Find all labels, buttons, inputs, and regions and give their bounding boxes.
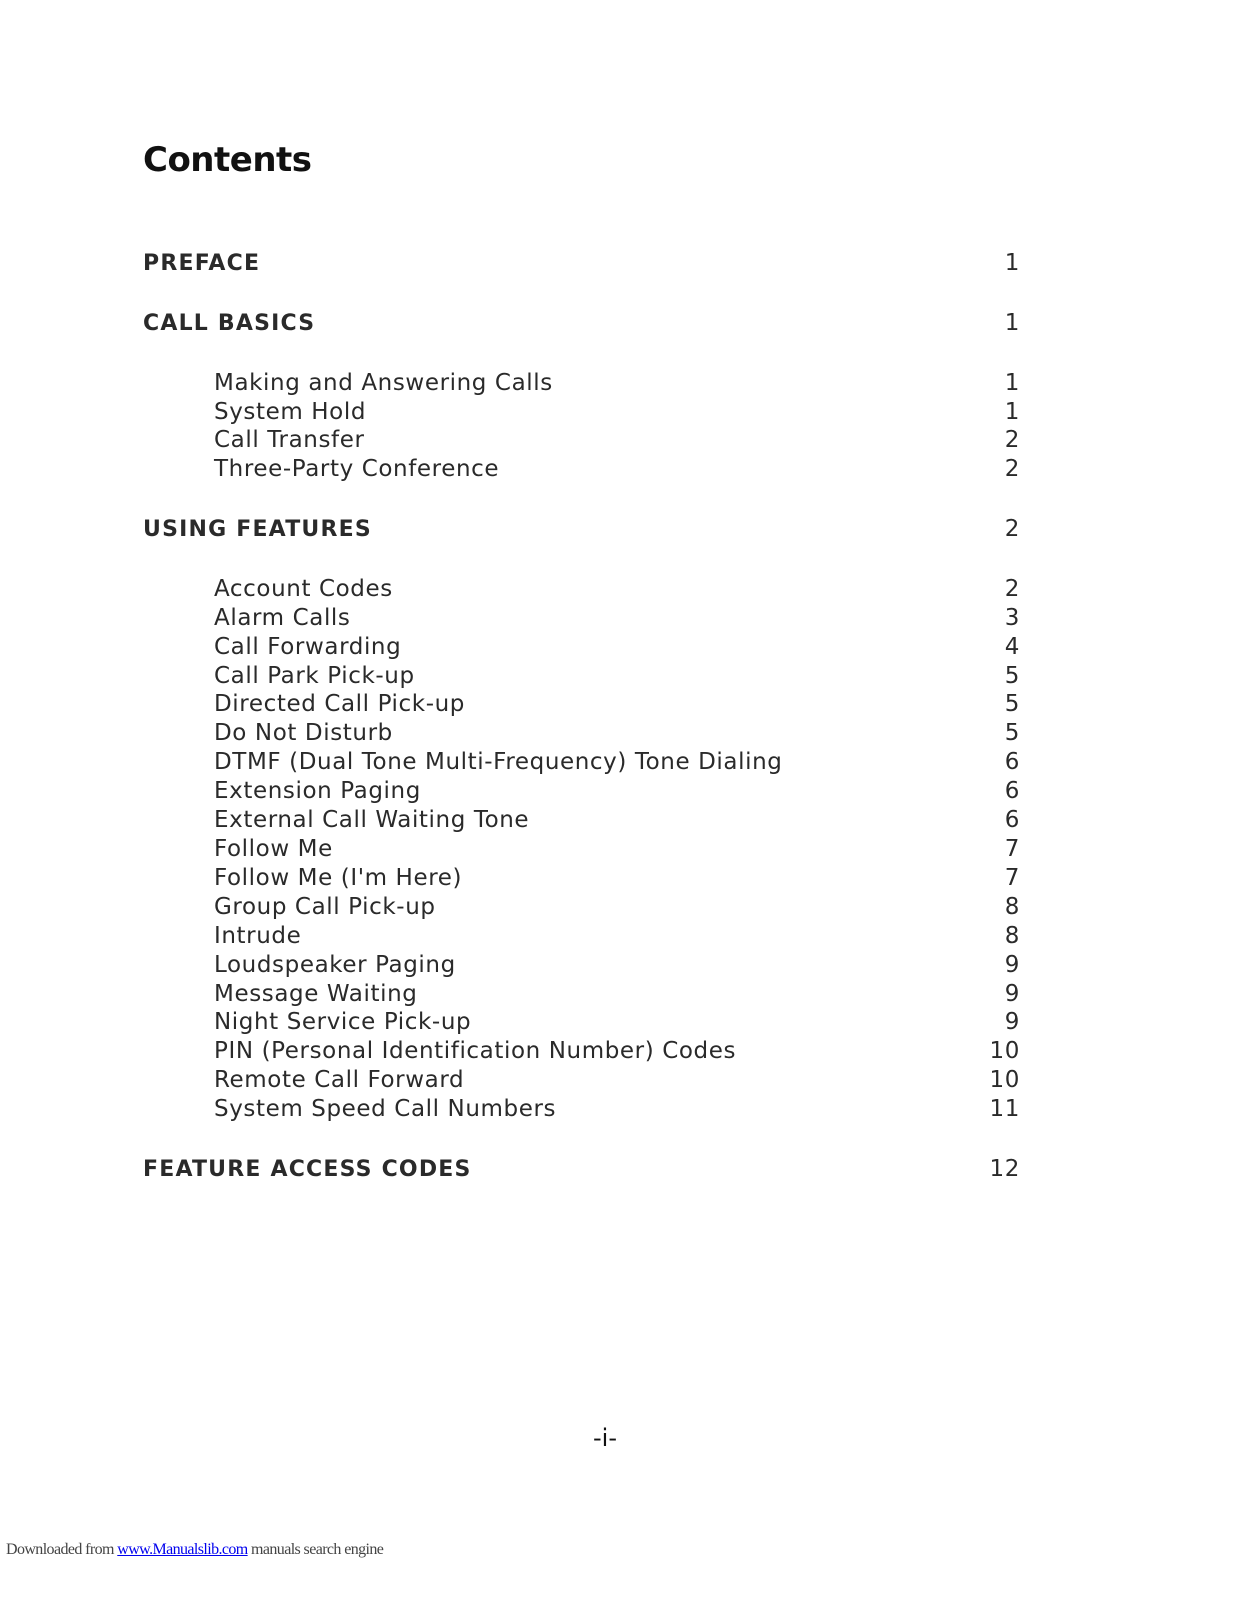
toc-page-number: 10 bbox=[989, 1038, 1020, 1064]
toc-page-number: 11 bbox=[989, 1096, 1020, 1122]
footer-prefix: Downloaded from bbox=[6, 1541, 118, 1558]
toc-entry-label: Remote Call Forward bbox=[214, 1067, 465, 1093]
footer-suffix: manuals search engine bbox=[247, 1541, 384, 1558]
toc-entry-label: Alarm Calls bbox=[214, 605, 351, 631]
toc-entry-label: Follow Me (I'm Here) bbox=[214, 865, 463, 891]
toc-section-label: FEATURE ACCESS CODES bbox=[143, 1156, 472, 1182]
toc-section-using-features[interactable] bbox=[143, 514, 1020, 544]
toc-entry-label: Loudspeaker Paging bbox=[214, 952, 456, 978]
toc-entry[interactable] bbox=[143, 892, 1020, 922]
toc-entry-label: Call Transfer bbox=[214, 427, 365, 453]
toc-entry[interactable] bbox=[143, 425, 1020, 455]
toc-entry-label: External Call Waiting Tone bbox=[214, 807, 530, 833]
toc-entry[interactable] bbox=[143, 1065, 1020, 1095]
toc-entry[interactable] bbox=[143, 863, 1020, 893]
toc-page-number: 5 bbox=[1004, 663, 1020, 689]
toc-entry-label: Making and Answering Calls bbox=[214, 370, 553, 396]
toc-entry[interactable] bbox=[143, 368, 1020, 398]
toc-entry[interactable] bbox=[143, 1007, 1020, 1037]
toc-page-number: 1 bbox=[1004, 250, 1020, 276]
toc-entry[interactable] bbox=[143, 603, 1020, 633]
toc-entry[interactable] bbox=[143, 397, 1020, 427]
toc-entry-label: Extension Paging bbox=[214, 778, 421, 804]
toc-entry-label: Group Call Pick-up bbox=[214, 894, 436, 920]
toc-page-number: 7 bbox=[1004, 836, 1020, 862]
toc-page-number: 1 bbox=[1004, 399, 1020, 425]
toc-page-number: 5 bbox=[1004, 691, 1020, 717]
toc-section-call-basics[interactable] bbox=[143, 308, 1020, 338]
toc-entry-label: Call Park Pick-up bbox=[214, 663, 415, 689]
page-title: Contents bbox=[143, 140, 312, 180]
toc-entry-label: Intrude bbox=[214, 923, 302, 949]
toc-section-label: CALL BASICS bbox=[143, 310, 316, 336]
toc-page-number: 2 bbox=[1004, 576, 1020, 602]
toc-entry-label: Three-Party Conference bbox=[214, 456, 500, 482]
toc-entry[interactable] bbox=[143, 718, 1020, 748]
manualslib-link[interactable]: www.Manualslib.com bbox=[117, 1541, 248, 1558]
toc-page-number: 9 bbox=[1004, 952, 1020, 978]
toc-entry-label: System Speed Call Numbers bbox=[214, 1096, 557, 1122]
toc-entry-label: Directed Call Pick-up bbox=[214, 691, 465, 717]
toc-entry[interactable] bbox=[143, 632, 1020, 662]
toc-page-number: 1 bbox=[1004, 310, 1020, 336]
toc-entry-label: Account Codes bbox=[214, 576, 393, 602]
toc-page-number: 1 bbox=[1004, 370, 1020, 396]
toc-page-number: 6 bbox=[1004, 807, 1020, 833]
toc-page-number: 6 bbox=[1004, 778, 1020, 804]
toc-entry[interactable] bbox=[143, 1036, 1020, 1066]
toc-entry-label: PIN (Personal Identification Number) Codes bbox=[214, 1038, 737, 1064]
toc-page-number: 9 bbox=[1004, 1009, 1020, 1035]
toc-page-number: 5 bbox=[1004, 720, 1020, 746]
toc-page-number: 2 bbox=[1004, 427, 1020, 453]
toc-page-number: 4 bbox=[1004, 634, 1020, 660]
toc-entry[interactable] bbox=[143, 1094, 1020, 1124]
toc-page-number: 2 bbox=[1004, 456, 1020, 482]
toc-page-number: 7 bbox=[1004, 865, 1020, 891]
toc-entry[interactable] bbox=[143, 921, 1020, 951]
toc-page-number: 6 bbox=[1004, 749, 1020, 775]
toc-entry-label: Do Not Disturb bbox=[214, 720, 393, 746]
toc-section-preface[interactable] bbox=[143, 248, 1020, 278]
toc-entry-label: Night Service Pick-up bbox=[214, 1009, 472, 1035]
download-footer bbox=[6, 1541, 383, 1559]
toc-entry[interactable] bbox=[143, 805, 1020, 835]
toc-entry[interactable] bbox=[143, 747, 1020, 777]
toc-page-number: 12 bbox=[989, 1156, 1020, 1182]
toc-section-label: USING FEATURES bbox=[143, 516, 372, 542]
toc-entry-label: DTMF (Dual Tone Multi-Frequency) Tone Dialing bbox=[214, 749, 783, 775]
toc-entry[interactable] bbox=[143, 979, 1020, 1009]
toc-page-number: 10 bbox=[989, 1067, 1020, 1093]
page-number: -i- bbox=[593, 1424, 617, 1452]
toc-page-number: 8 bbox=[1004, 923, 1020, 949]
toc-section-label: PREFACE bbox=[143, 250, 261, 276]
toc-entry[interactable] bbox=[143, 661, 1020, 691]
toc-entry[interactable] bbox=[143, 834, 1020, 864]
toc-entry-label: System Hold bbox=[214, 399, 367, 425]
toc-entry[interactable] bbox=[143, 574, 1020, 604]
toc-entry[interactable] bbox=[143, 689, 1020, 719]
toc-entry-label: Call Forwarding bbox=[214, 634, 402, 660]
toc-entry[interactable] bbox=[143, 454, 1020, 484]
toc-entry-label: Message Waiting bbox=[214, 981, 418, 1007]
toc-entry[interactable] bbox=[143, 776, 1020, 806]
toc-page-number: 8 bbox=[1004, 894, 1020, 920]
toc-page-number: 3 bbox=[1004, 605, 1020, 631]
toc-page-number: 2 bbox=[1004, 516, 1020, 542]
toc-section-feature-access-codes[interactable] bbox=[143, 1154, 1020, 1184]
toc-entry[interactable] bbox=[143, 950, 1020, 980]
toc-page-number: 9 bbox=[1004, 981, 1020, 1007]
toc-entry-label: Follow Me bbox=[214, 836, 333, 862]
